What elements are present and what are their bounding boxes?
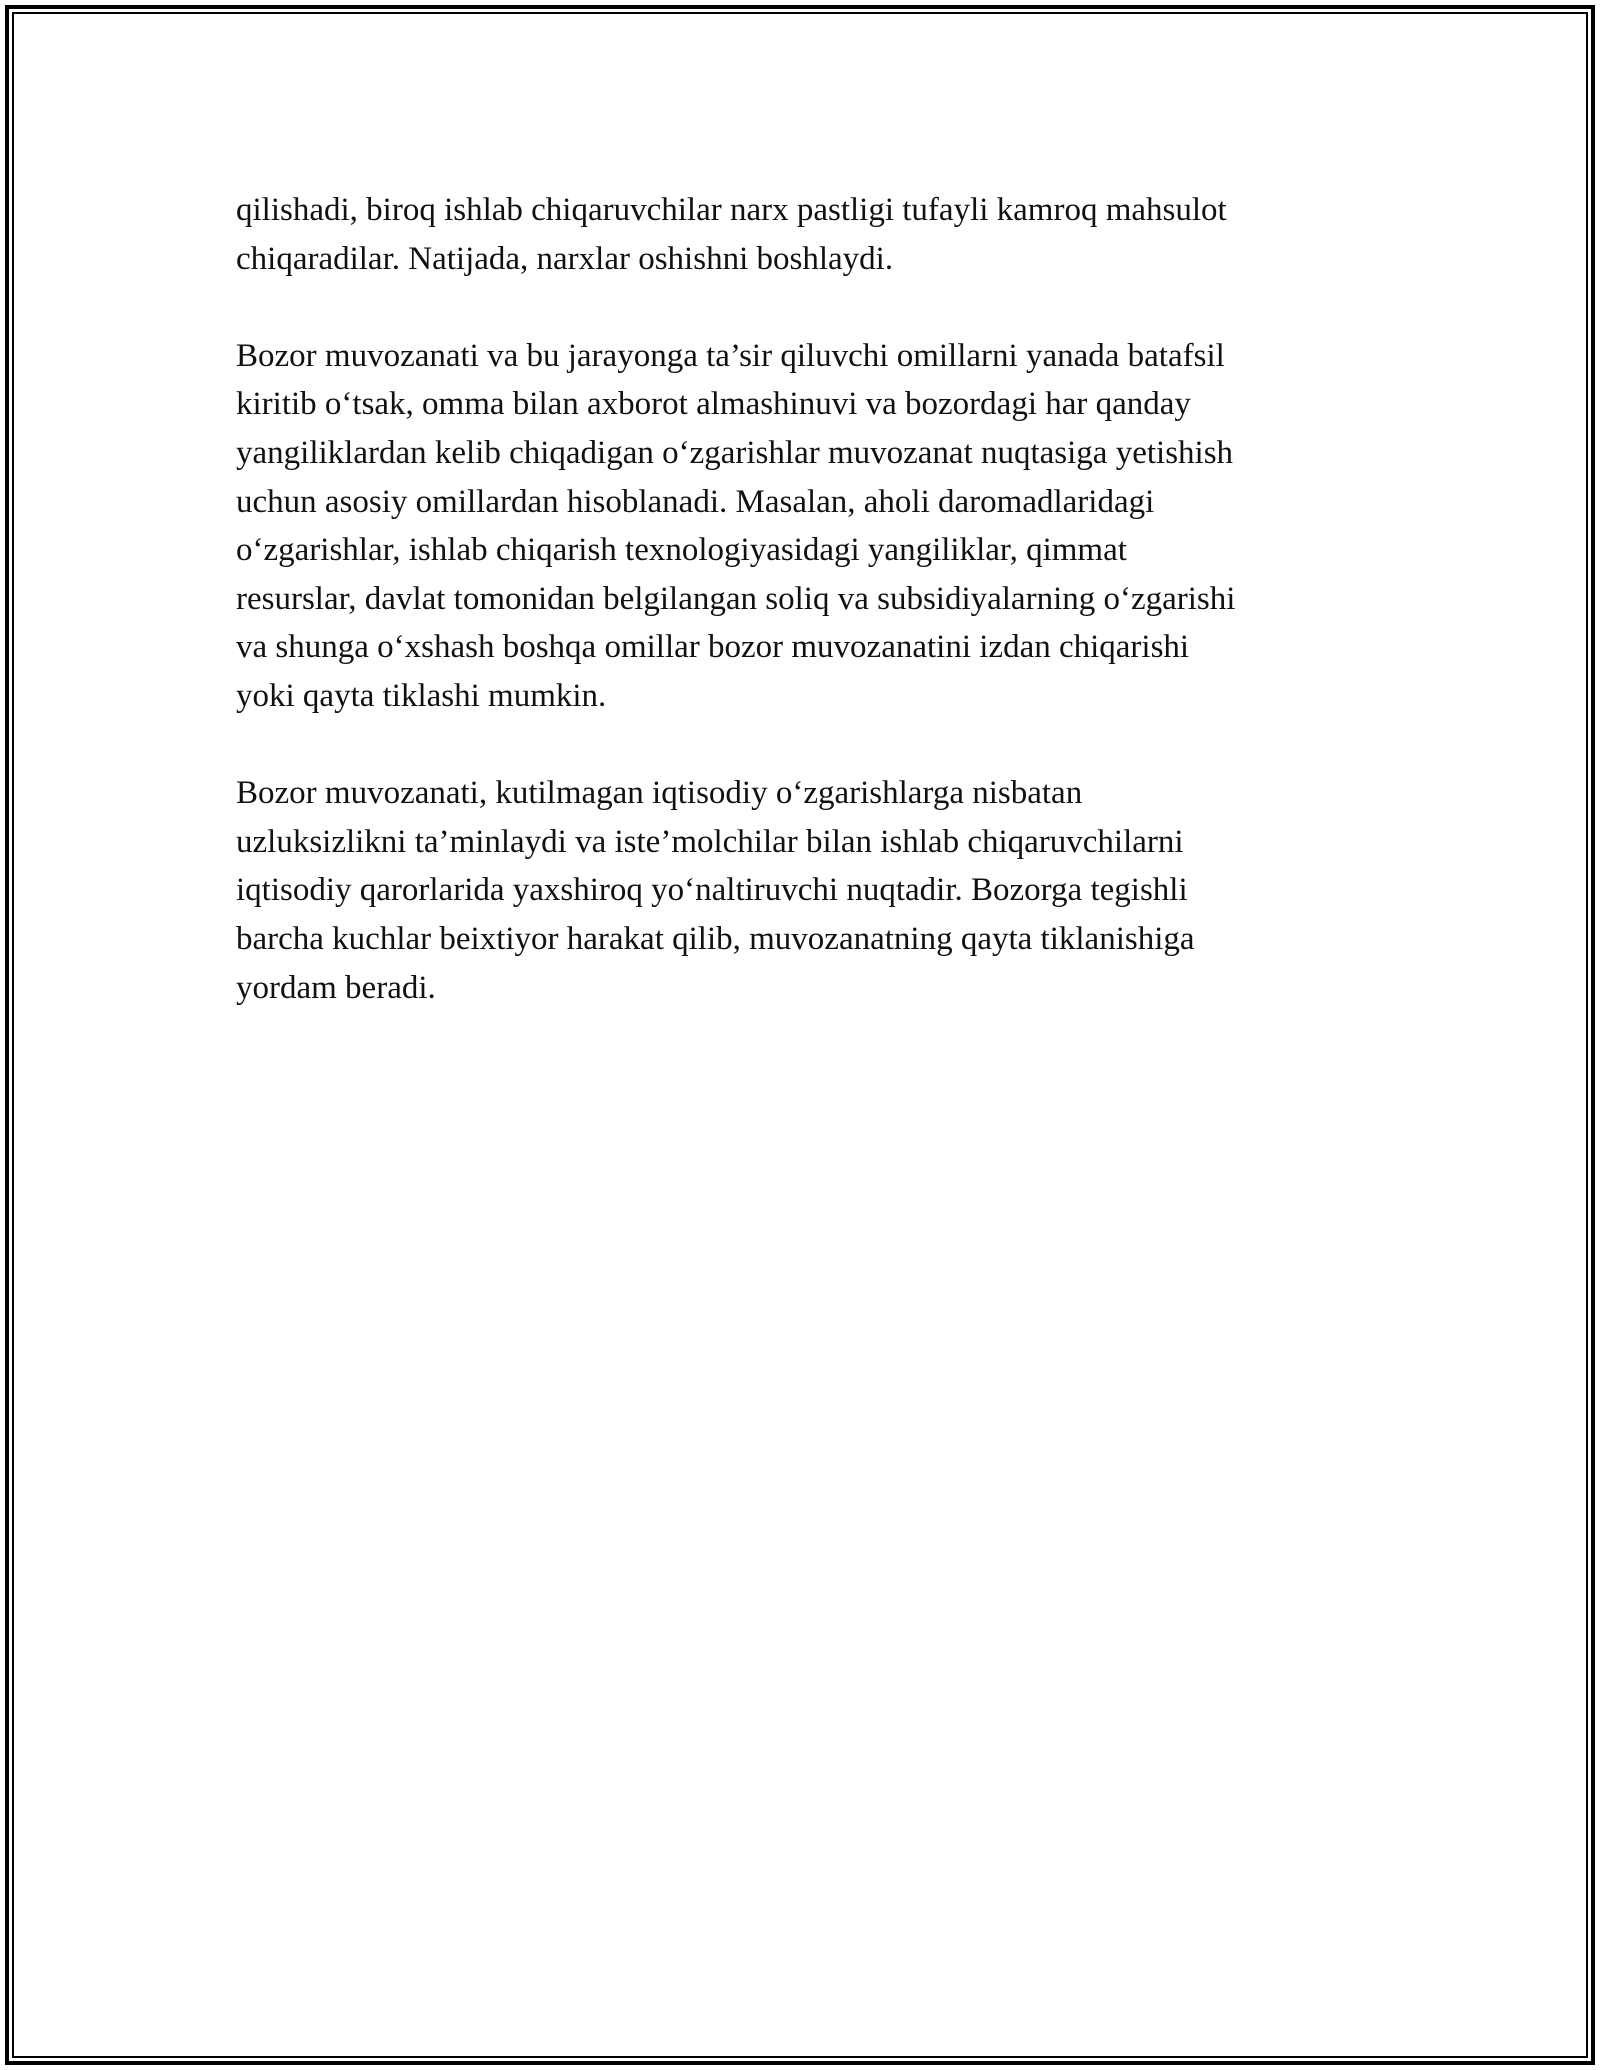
- document-body: [236, 186, 1366, 1012]
- paragraph-line: Bozor muvozanati va bu jarayonga ta’sir qiluvchi omillarni yanada batafsil: [236, 337, 1225, 374]
- paragraph-line: resurslar, davlat tomonidan belgilangan soliq va subsidiyalarning o‘zgarishi: [236, 580, 1236, 617]
- paragraph-3: [236, 769, 1366, 1012]
- paragraph-line: chiqaradilar. Natijada, narxlar oshishni boshlaydi.: [236, 240, 894, 277]
- paragraph-1: [236, 186, 1366, 283]
- paragraph-line: Bozor muvozanati, kutilmagan iqtisodiy o‘zgarishlarga nisbatan: [236, 775, 1083, 812]
- paragraph-line: va shunga o‘xshash boshqa omillar bozor muvozanatini izdan chiqarishi: [236, 629, 1190, 666]
- paragraph-line: iqtisodiy qarorlarida yaxshiroq yo‘naltiruvchi nuqtadir. Bozorga tegishli: [236, 872, 1188, 909]
- paragraph-line: yordam beradi.: [236, 969, 436, 1006]
- paragraph-line: barcha kuchlar beixtiyor harakat qilib, muvozanatning qayta tiklanishiga: [236, 920, 1195, 957]
- paragraph-line: uzluksizlikni ta’minlaydi va iste’molchilar bilan ishlab chiqaruvchilarni: [236, 823, 1184, 860]
- paragraph-line: qilishadi, biroq ishlab chiqaruvchilar narx pastligi tufayli kamroq mahsulot: [236, 192, 1227, 228]
- paragraph-line: yangiliklardan kelib chiqadigan o‘zgarishlar muvozanat nuqtasiga yetishish: [236, 434, 1234, 471]
- paragraph-line: uchun asosiy omillardan hisoblanadi. Masalan, aholi daromadlaridagi: [236, 483, 1155, 520]
- paragraph-2: [236, 332, 1366, 721]
- paragraph-line: o‘zgarishlar, ishlab chiqarish texnologiyasidagi yangiliklar, qimmat: [236, 532, 1127, 569]
- paragraph-line: yoki qayta tiklashi mumkin.: [236, 677, 607, 714]
- paragraph-line: kiritib o‘tsak, omma bilan axborot almashinuvi va bozordagi har qanday: [236, 386, 1191, 423]
